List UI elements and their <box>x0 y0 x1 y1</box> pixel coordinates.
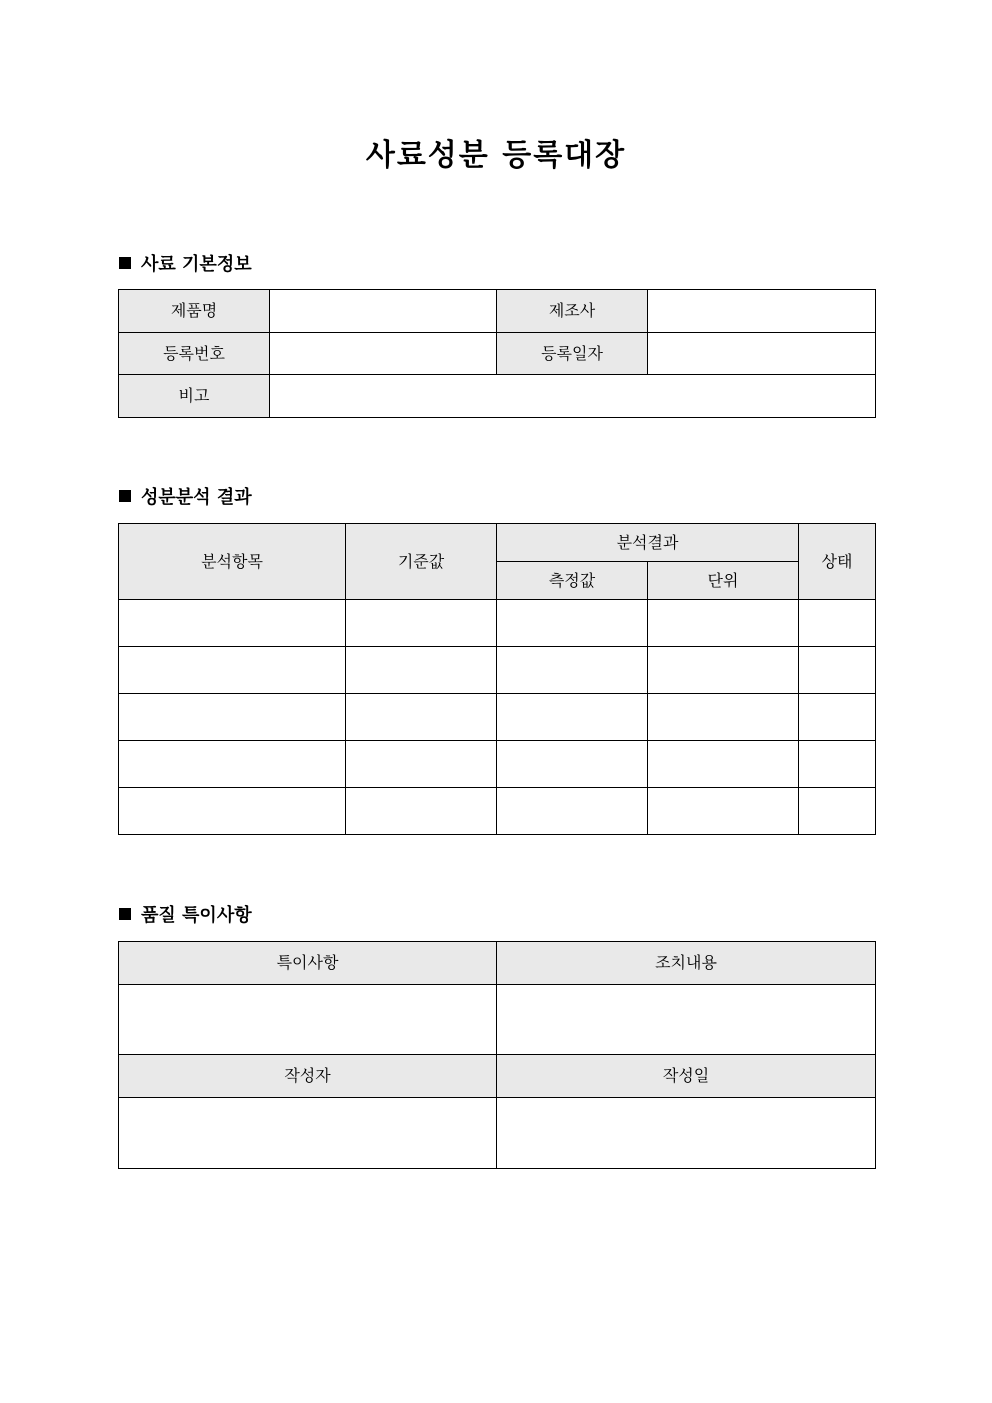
cell-standard[interactable] <box>346 741 497 788</box>
cell-unit[interactable] <box>648 741 799 788</box>
cell-measured[interactable] <box>497 647 648 694</box>
cell-item[interactable] <box>119 741 346 788</box>
section-heading-text: 사료 기본정보 <box>141 254 252 275</box>
analysis-table <box>118 523 876 835</box>
cell-item[interactable] <box>119 788 346 835</box>
table-row <box>119 741 876 788</box>
cell-standard[interactable] <box>346 694 497 741</box>
label-author: 작성자 <box>119 1055 497 1098</box>
cell-status[interactable] <box>799 741 876 788</box>
cell-status[interactable] <box>799 647 876 694</box>
label-remarks: 비고 <box>119 375 270 418</box>
basic-info-table <box>118 289 876 418</box>
value-product-name[interactable] <box>270 290 497 333</box>
value-author[interactable] <box>119 1098 497 1169</box>
cell-measured[interactable] <box>497 600 648 647</box>
cell-item[interactable] <box>119 647 346 694</box>
header-measured: 측정값 <box>497 562 648 600</box>
label-notes: 특이사항 <box>119 942 497 985</box>
cell-status[interactable] <box>799 600 876 647</box>
table-row <box>119 600 876 647</box>
header-unit: 단위 <box>648 562 799 600</box>
value-notes[interactable] <box>119 985 497 1055</box>
cell-standard[interactable] <box>346 600 497 647</box>
cell-item[interactable] <box>119 600 346 647</box>
table-row <box>119 694 876 741</box>
cell-status[interactable] <box>799 694 876 741</box>
square-bullet-icon <box>119 908 131 920</box>
header-status: 상태 <box>799 524 876 600</box>
header-result-group: 분석결과 <box>497 524 799 562</box>
cell-measured[interactable] <box>497 741 648 788</box>
label-registration-date: 등록일자 <box>497 333 648 375</box>
square-bullet-icon <box>119 257 131 269</box>
header-item: 분석항목 <box>119 524 346 600</box>
label-registration-number: 등록번호 <box>119 333 270 375</box>
cell-unit[interactable] <box>648 600 799 647</box>
label-product-name: 제품명 <box>119 290 270 333</box>
value-actions[interactable] <box>497 985 876 1055</box>
value-date[interactable] <box>497 1098 876 1169</box>
label-manufacturer: 제조사 <box>497 290 648 333</box>
value-registration-number[interactable] <box>270 333 497 375</box>
cell-unit[interactable] <box>648 788 799 835</box>
cell-status[interactable] <box>799 788 876 835</box>
section-heading-basic-info <box>119 253 252 277</box>
section-heading-analysis <box>119 486 252 510</box>
table-row <box>119 647 876 694</box>
section-heading-text: 품질 특이사항 <box>141 905 252 926</box>
cell-standard[interactable] <box>346 647 497 694</box>
label-actions: 조치내용 <box>497 942 876 985</box>
cell-item[interactable] <box>119 694 346 741</box>
label-date: 작성일 <box>497 1055 876 1098</box>
cell-standard[interactable] <box>346 788 497 835</box>
quality-table <box>118 941 876 1169</box>
cell-unit[interactable] <box>648 647 799 694</box>
cell-measured[interactable] <box>497 788 648 835</box>
cell-measured[interactable] <box>497 694 648 741</box>
section-heading-quality <box>119 904 252 928</box>
cell-unit[interactable] <box>648 694 799 741</box>
table-row <box>119 788 876 835</box>
document-title: 사료성분 등록대장 <box>365 138 627 173</box>
square-bullet-icon <box>119 490 131 502</box>
section-heading-text: 성분분석 결과 <box>141 487 252 508</box>
value-registration-date[interactable] <box>648 333 876 375</box>
value-remarks[interactable] <box>270 375 876 418</box>
value-manufacturer[interactable] <box>648 290 876 333</box>
header-standard: 기준값 <box>346 524 497 600</box>
